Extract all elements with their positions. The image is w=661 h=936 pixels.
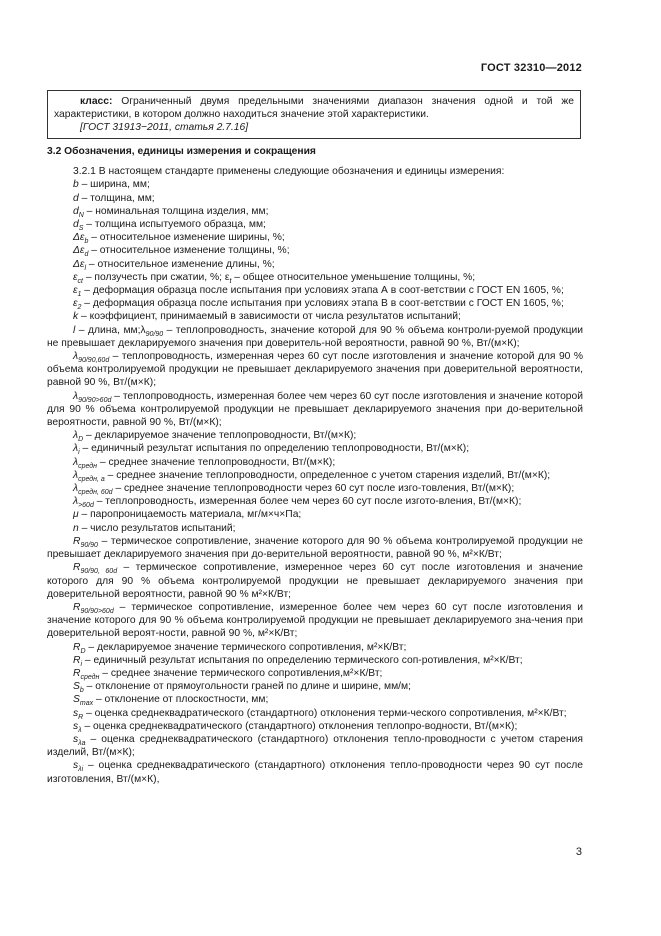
- symbol-description: – единичный результат испытания по определению термического соп-ротивления, м²×К/Вт;: [82, 654, 523, 666]
- symbol: λ: [73, 483, 79, 495]
- symbol-description: – длина, мм;λ: [75, 324, 146, 336]
- symbol: R: [73, 654, 81, 666]
- symbol-description: – относительное изменение длины, %;: [86, 258, 275, 270]
- symbol-item: [47, 495, 583, 508]
- section-intro: 3.2.1 В настоящем стандарте применены следующие обозначения и единицы измерения:: [73, 166, 505, 178]
- symbol: d: [73, 219, 79, 231]
- symbol-item: [47, 693, 583, 706]
- symbol: s: [73, 720, 79, 732]
- symbol-subscript: N: [78, 211, 84, 219]
- symbol-subscript: средн: [80, 673, 100, 681]
- symbol: Δε: [73, 232, 85, 244]
- symbol: d: [73, 205, 79, 217]
- symbol-description: – среднее значение теплопроводности через 60 сут после изго-товления, Вт/(м×К);: [112, 483, 515, 495]
- symbol: R: [73, 535, 81, 547]
- symbol: s: [73, 733, 79, 745]
- symbol-subscript: λi: [78, 766, 84, 774]
- page-number: 3: [575, 846, 582, 858]
- symbol-subscript: 1: [77, 291, 82, 299]
- symbol: λ: [73, 469, 79, 481]
- term-definition: Ограниченный двумя предельными значениями диапазон значения одной и той же характеристики, в котором должно находиться значение этой характеристики.: [54, 96, 574, 120]
- symbol-item: [47, 456, 583, 469]
- symbol-item: [47, 707, 583, 720]
- symbol-description: – среднее значение термического сопротивления,м²×К/Вт;: [99, 667, 383, 679]
- symbol-subscript: b: [79, 687, 84, 695]
- symbol-item: [47, 667, 583, 680]
- symbol: λ: [73, 496, 79, 508]
- symbol: R: [73, 667, 81, 679]
- symbol-item: [47, 218, 583, 231]
- term-label: класс:: [80, 96, 113, 107]
- symbol-item: [47, 284, 583, 297]
- symbol-item: [47, 244, 583, 257]
- symbol-item: [47, 258, 583, 271]
- symbol-item: [47, 192, 583, 205]
- symbol-subscript: D: [78, 436, 84, 444]
- symbol: R: [73, 562, 81, 574]
- symbol: s: [73, 760, 79, 772]
- symbol-description: – ширина, мм;: [78, 179, 150, 191]
- symbol: ε: [73, 298, 78, 310]
- symbol-item: [47, 535, 583, 561]
- symbol-subscript: 90/90>60d: [80, 607, 114, 615]
- symbol: s: [73, 707, 79, 719]
- symbol-description: – единичный результат испытания по определению теплопроводности, Вт/(м×К);: [79, 443, 470, 455]
- symbol: l: [73, 324, 76, 336]
- symbol: k: [73, 311, 79, 323]
- symbol-item: [47, 522, 583, 535]
- symbol-item: [47, 271, 583, 284]
- symbol: Δε: [73, 258, 85, 270]
- symbol-description: – коэффициент, принимаемый в зависимости от числа результатов испытаний;: [78, 311, 461, 323]
- symbol-subscript: средн, a: [78, 475, 105, 483]
- symbol: ε: [73, 271, 78, 283]
- symbol-item: [47, 429, 583, 442]
- symbol: b: [73, 179, 79, 191]
- symbol-subscript: max: [79, 700, 94, 708]
- symbol-description: – толщина испытуемого образца, мм;: [83, 219, 266, 231]
- symbol-item: [47, 205, 583, 218]
- symbol: R: [73, 641, 81, 653]
- symbol-subscript: 90/90, 60d: [80, 568, 118, 576]
- term-definition-box: [47, 90, 581, 139]
- symbol-description: – оценка среднеквадратического (стандартного) отклонения тепло-проводности с учетом старения изделий, Вт/(м×К);: [47, 733, 583, 759]
- symbol-subscript: 90/90>60d: [78, 396, 112, 404]
- symbol-item: [47, 601, 583, 641]
- symbol-subscript: i: [80, 660, 82, 668]
- symbol-subscript: D: [80, 647, 86, 655]
- symbol: S: [73, 681, 80, 693]
- symbol-item: [47, 350, 583, 390]
- symbol-subscript: 90/90: [145, 330, 164, 338]
- document-standard-code: ГОСТ 32310—2012: [480, 62, 582, 74]
- symbol: d: [73, 192, 79, 204]
- symbol: λ: [73, 390, 79, 402]
- symbol: λ: [73, 443, 79, 455]
- symbol-description: – общее относительное уменьшение толщины, %;: [231, 271, 476, 283]
- symbol-item: [47, 442, 583, 455]
- symbol-subscript: >60d: [78, 502, 94, 510]
- symbol-item: [47, 324, 583, 350]
- symbol-description: – термическое сопротивление, измеренное более чем через 60 сут после изготовления и значение которого для 90 % объема контролируемой продукции не превышает декларируемого зна-чения при доверительной вероят-ности, равной 90 %, м²×К/Вт;: [47, 601, 583, 640]
- symbol-item: [47, 390, 583, 430]
- symbol-description: – ползучесть при сжатии, %; ε: [82, 271, 230, 283]
- symbol-item: [47, 680, 583, 693]
- definition-paragraph: [54, 95, 574, 121]
- symbol: ε: [73, 285, 78, 297]
- symbol-description: – декларируемое значение термического сопротивления, м²×К/Вт;: [85, 641, 407, 653]
- symbol: λ: [73, 456, 79, 468]
- symbol-item: [47, 561, 583, 601]
- symbol-description: – теплопроводность, измеренная более чем через 60 сут после изгото-вления, Вт/(м×К);: [93, 496, 522, 508]
- symbol-description: – паропроницаемость материала, мг/м×ч×Па;: [78, 509, 302, 521]
- symbol-subscript: i: [78, 449, 80, 457]
- symbol-item: [47, 720, 583, 733]
- symbol-item: [47, 178, 583, 191]
- symbol: λ: [73, 430, 79, 442]
- symbol-subscript: t: [229, 277, 232, 285]
- symbol-item: [47, 310, 583, 323]
- symbol-description: – относительное изменение ширины, %;: [88, 232, 285, 244]
- symbol-description: – отклонение от прямоугольности граней по длине и ширине, мм/м;: [83, 681, 411, 693]
- symbol-list: [47, 178, 583, 785]
- symbol-item: [47, 231, 583, 244]
- symbol: R: [73, 601, 81, 613]
- symbol-description: – отклонение от плоскостности, мм;: [93, 694, 269, 706]
- symbol-subscript: S: [78, 225, 84, 233]
- symbol-subscript: 90/90,60d: [78, 357, 110, 365]
- symbol-item: [47, 641, 583, 654]
- symbol: μ: [73, 509, 79, 521]
- symbol-description: – среднее значение теплопроводности, Вт/(м×К);: [97, 456, 336, 468]
- symbol: n: [73, 522, 79, 534]
- symbol-description: – теплопроводность, значение которой для 90 % объема контроли-руемой продукции не превышает декларируемого значения при доверитель-ной вероятности, равной 90 %, Вт/(м×К);: [47, 324, 583, 349]
- symbol: λ: [73, 351, 79, 363]
- symbol-description: – относительное изменение толщины, %;: [88, 245, 290, 257]
- symbol-item: [47, 482, 583, 495]
- symbol-item: [47, 654, 583, 667]
- symbol: S: [73, 694, 80, 706]
- symbol-description: – оценка среднеквадратического (стандартного) отклонения тепло-проводности через 90 сут после изготовления, Вт/(м×К),: [47, 760, 583, 785]
- symbol-description: – толщина, мм;: [78, 192, 155, 204]
- symbol-subscript: средн, 60d: [78, 489, 113, 497]
- symbol-description: – среднее значение теплопроводности, определенное с учетом старения изделий, Вт/(м×К);: [104, 469, 551, 481]
- symbol-description: – декларируемое значение теплопроводности, Вт/(м×К);: [83, 430, 357, 442]
- symbol-description: – теплопроводность, измеренная через 60 сут после изготовления и значение которой для 90 % объема контролируемой продукции не превышает декларируемого значения при доверительной вероятности, равной 90 %, Вт/(м×К);: [47, 351, 583, 389]
- symbol-description: – оценка среднеквадратического (стандартного) отклонения терми-ческого сопротивления, м²×К/Вт;: [83, 707, 567, 719]
- symbol-description: – термическое сопротивление, значение которого для 90 % объема контролируемой продукции не превышает декларируемого значения при до-верительной вероятности, равной 90 %, м²×К/Вт;: [47, 535, 583, 561]
- symbol-description: – оценка среднеквадратического (стандартного) отклонения теплопро-водности, Вт/(м×К);: [81, 720, 518, 732]
- symbol-subscript: R: [78, 713, 84, 721]
- symbol-description: – число результатов испытаний;: [78, 522, 236, 534]
- symbol-item: [47, 508, 583, 521]
- symbol-description: – термическое сопротивление, измеренное через 60 сут после изготовления и значение которого для 90 % объема контролируемой продукции не превышает декларируемого значения при доверительной вероятности, равной 90 % м²×К/Вт;: [47, 562, 583, 600]
- symbol-subscript: b: [84, 238, 89, 246]
- symbol-subscript: 90/90: [80, 541, 98, 549]
- definition-reference: [ГОСТ 31913−2011, статья 2.7.16]: [80, 122, 249, 133]
- symbol-subscript: λa: [78, 739, 86, 747]
- symbol: Δε: [73, 245, 85, 257]
- symbol-subscript: λ: [78, 726, 82, 734]
- symbol-item: [47, 759, 583, 785]
- symbol-item: [47, 733, 583, 759]
- symbol-subscript: l: [84, 264, 86, 272]
- section-title: 3.2 Обозначения, единицы измерения и сокращения: [47, 146, 316, 157]
- symbol-description: – номинальная толщина изделия, мм;: [83, 205, 269, 217]
- symbol-subscript: ct: [77, 277, 83, 285]
- symbol-description: – деформация образца после испытания при условиях этапа А в соот-ветствии с ГОСТ EN 1605, %;: [81, 285, 564, 297]
- symbol-description: – деформация образца после испытания при условиях этапа В в соот-ветствии с ГОСТ EN 1605, %;: [81, 298, 564, 310]
- symbol-subscript: 2: [77, 304, 82, 312]
- symbol-subscript: средн: [78, 462, 98, 470]
- symbol-description: – теплопроводность, измеренная более чем через 60 сут после изготовления и значение которой для 90 % объема контролируемой продукции не превышает декларируемого значения при до-верительной вероятности, равной 90 %, Вт/(м×К);: [47, 390, 583, 429]
- main-content: [47, 145, 583, 786]
- symbol-subscript: d: [84, 251, 89, 259]
- symbol-item: [47, 469, 583, 482]
- symbol-item: [47, 297, 583, 310]
